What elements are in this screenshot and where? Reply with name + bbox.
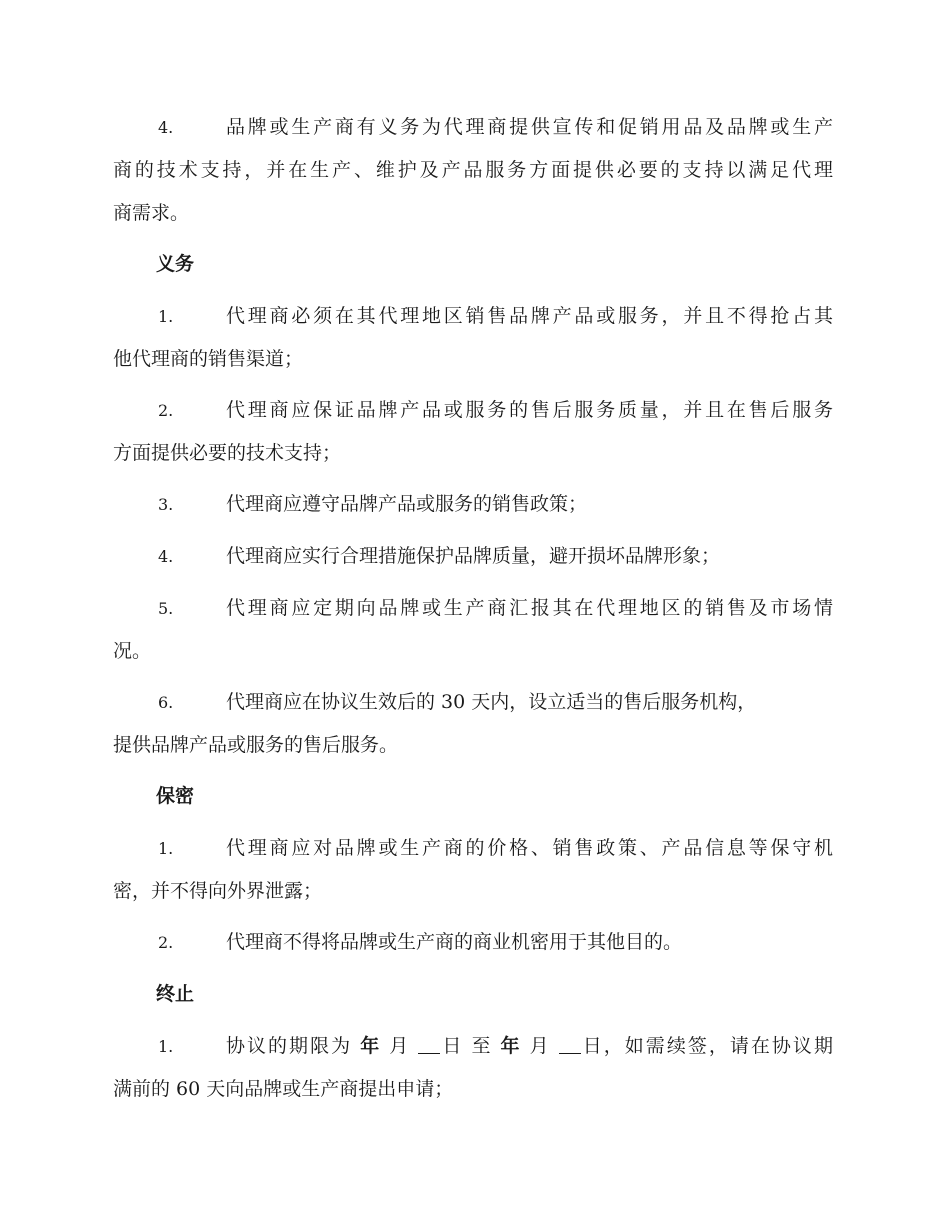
obligation-item-6: [113, 681, 833, 767]
item-line: 代理商应保证品牌产品或服务的售后服务质量，并且在售后服务: [226, 399, 833, 421]
termination-item-1: [113, 1025, 833, 1111]
item-number: 4.: [158, 118, 174, 137]
item-line: 代理商应在协议生效后的 30 天内，设立适当的售后服务机构，: [226, 691, 757, 713]
item-line: 商需求。: [113, 202, 190, 224]
confidentiality-item-2: [113, 921, 833, 964]
item-line: [113, 1025, 833, 1068]
section-heading-obligations: 义务: [156, 253, 195, 275]
obligation-item-1: [113, 295, 833, 381]
item-line: 代理商应遵守品牌产品或服务的销售政策；: [226, 493, 588, 515]
item-number: 3.: [158, 495, 174, 514]
item-line: 代理商必须在其代理地区销售品牌产品或服务，并且不得抢占其: [226, 305, 833, 327]
obligation-item-5: [113, 587, 833, 673]
section-heading-confidentiality: 保密: [156, 785, 195, 807]
item-line: 他代理商的销售渠道；: [113, 348, 304, 370]
obligation-item-2: [113, 389, 833, 475]
pre-item-4: [113, 106, 833, 235]
item-line: 商的技术支持，并在生产、维护及产品服务方面提供必要的支持以满足代理: [113, 159, 833, 181]
term-year-label: 年: [360, 1035, 382, 1057]
item-number: 2.: [158, 933, 174, 952]
item-line: 代理商应定期向品牌或生产商汇报其在代理地区的销售及市场情: [226, 597, 833, 619]
item-line: 方面提供必要的技术支持；: [113, 442, 342, 464]
item-line: 满前的 60 天向品牌或生产商提出申请；: [113, 1078, 454, 1100]
obligation-item-4: [113, 535, 833, 578]
item-line: 提供品牌产品或服务的售后服务。: [113, 734, 399, 756]
item-number: 1.: [158, 1037, 174, 1056]
item-number: 2.: [158, 401, 174, 420]
term-text: 协议的期限为: [226, 1035, 361, 1057]
item-number: 4.: [158, 547, 174, 566]
term-text: 月: [381, 1035, 419, 1057]
term-text: 月: [521, 1035, 559, 1057]
day-blank: [559, 1039, 581, 1054]
item-line: 况。: [113, 640, 152, 662]
item-number: 6.: [158, 693, 174, 712]
item-line: 密，并不得向外界泄露；: [113, 880, 323, 902]
term-text: 日，如需续签，请在协议期: [580, 1035, 833, 1057]
section-heading-termination: 终止: [156, 983, 195, 1005]
obligation-item-3: [113, 483, 833, 526]
item-line: 代理商应对品牌或生产商的价格、销售政策、产品信息等保守机: [226, 837, 833, 859]
term-year-label: 年: [500, 1035, 522, 1057]
item-number: 1.: [158, 307, 174, 326]
item-line: 代理商不得将品牌或生产商的商业机密用于其他目的。: [226, 931, 683, 953]
item-number: 5.: [158, 599, 174, 618]
confidentiality-item-1: [113, 827, 833, 913]
day-blank: [418, 1039, 440, 1054]
item-line: 品牌或生产商有义务为代理商提供宣传和促销用品及品牌或生产: [226, 116, 833, 138]
item-number: 1.: [158, 839, 174, 858]
item-line: 代理商应实行合理措施保护品牌质量，避开损坏品牌形象；: [226, 545, 721, 567]
term-text: 日 至: [440, 1035, 501, 1057]
